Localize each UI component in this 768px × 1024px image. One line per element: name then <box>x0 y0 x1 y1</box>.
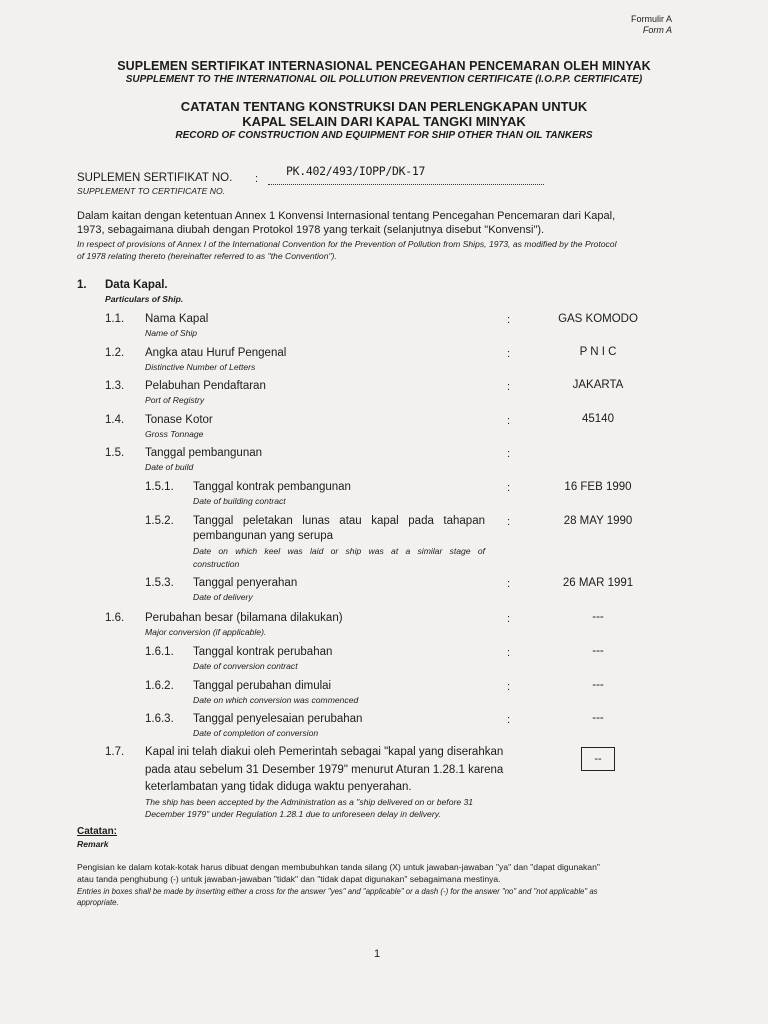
section1-title-en: Particulars of Ship. <box>105 294 184 304</box>
item-1-7-label-line3: keterlambatan yang tidak diduga waktu penyerahan. <box>145 781 412 793</box>
item-1-5-3-label: Tanggal penyerahan <box>193 577 298 589</box>
item-1-5-sub: Date of build <box>145 462 194 472</box>
item-1-5-1-sub: Date of building contract <box>193 496 286 506</box>
item-1-5-2-number: 1.5.2. <box>145 515 174 527</box>
item-1-7-number: 1.7. <box>105 746 125 758</box>
port-of-registry-value: JAKARTA <box>572 379 624 391</box>
item-1-5-1-label: Tanggal kontrak pembangunan <box>193 481 351 493</box>
item-1-6-3-colon: : <box>507 714 511 726</box>
intro-en-line2: of 1978 relating thereto (hereinafter referred to as "the Convention"). <box>77 251 337 261</box>
item-1-2-number: 1.2. <box>105 347 125 359</box>
item-1-6-1-sub: Date of conversion contract <box>193 661 298 671</box>
item-1-7-label-line1: Kapal ini telah diakui oleh Pemerintah sebagai "kapal yang diserahkan <box>145 746 504 758</box>
form-label <box>631 14 672 36</box>
item-1-5-2-sub-line2: construction <box>193 559 240 569</box>
item-1-6-label: Perubahan besar (bilamana dilakukan) <box>145 612 343 624</box>
item-1-6-number: 1.6. <box>105 612 125 624</box>
item-1-7-label-line2: pada atau sebelum 31 Desember 1979" menurut Aturan 1.28.1 karena <box>145 764 504 776</box>
conversion-completed-value: --- <box>592 712 604 724</box>
item-1-2-label: Angka atau Huruf Pengenal <box>145 347 287 359</box>
item-1-5-2-sub-line1: Date on which keel was laid or ship was at a similar stage of <box>193 546 485 556</box>
item-1-6-3-number: 1.6.3. <box>145 713 174 725</box>
item-1-2-colon: : <box>507 348 511 360</box>
form-label-id: Formulir A <box>630 14 672 24</box>
item-1-6-1-colon: : <box>507 647 511 659</box>
distinctive-letters-value: P N I C <box>579 346 617 358</box>
item-1-5-colon: : <box>507 448 511 460</box>
subtitle-id-line2: KAPAL SELAIN DARI KAPAL TANGKI MINYAK <box>242 114 526 129</box>
item-1-2-sub: Distinctive Number of Letters <box>145 362 256 372</box>
item-1-1-number: 1.1. <box>105 313 125 325</box>
remark-en-line1: Entries in boxes shall be made by inserting either a cross for the answer "yes" and "applicable" or a dash (-) for the answer "no" and "not applicable" as <box>77 887 598 896</box>
certificate-label-en: SUPPLEMENT TO CERTIFICATE NO. <box>77 186 226 196</box>
remark-en-line2: appropriate. <box>77 898 119 907</box>
form-label-en: Form A <box>642 25 672 35</box>
title-id: SUPLEMEN SERTIFIKAT INTERNASIONAL PENCEGAHAN PENCEMARAN OLEH MINYAK <box>117 59 651 73</box>
certificate-number: PK.402/493/IOPP/DK-17 <box>286 164 426 178</box>
intro-id-line2: 1973, sebagaimana diubah dengan Protokol 1978 yang terkait (selanjutnya disebut "Konvensi"). <box>77 224 545 236</box>
remark-title-en: Remark <box>77 839 109 849</box>
item-1-6-sub: Major conversion (if applicable). <box>145 627 267 637</box>
item-1-6-3-label: Tanggal penyelesaian perubahan <box>193 713 363 725</box>
item-1-1-sub: Name of Ship <box>145 328 198 338</box>
item-1-3-number: 1.3. <box>105 380 125 392</box>
item-1-6-2-colon: : <box>507 681 511 693</box>
item-1-5-3-number: 1.5.3. <box>145 577 174 589</box>
certificate-label: SUPLEMEN SERTIFIKAT NO. <box>77 172 233 184</box>
item-1-5-2-label-line2: pembangunan yang serupa <box>193 530 334 542</box>
item-1-5-3-colon: : <box>507 578 511 590</box>
remark-id-line1: Pengisian ke dalam kotak-kotak harus dibuat dengan membubuhkan tanda silang (X) untuk jawaban-jawaban "ya" dan "dapat digunakan" <box>77 862 600 872</box>
item-1-5-2-colon: : <box>507 516 511 528</box>
item-1-3-sub: Port of Registry <box>145 395 205 405</box>
item-1-5-2-label-line1: Tanggal peletakan lunas atau kapal pada tahapan <box>193 515 485 527</box>
conversion-commenced-value: --- <box>592 679 604 691</box>
conversion-contract-date-value: --- <box>592 645 604 657</box>
subtitle-en: RECORD OF CONSTRUCTION AND EQUIPMENT FOR SHIP OTHER THAN OIL TANKERS <box>175 130 593 141</box>
section1-title: Data Kapal. <box>105 279 168 291</box>
item-1-4-label: Tonase Kotor <box>145 414 213 426</box>
item-1-6-1-label: Tanggal kontrak perubahan <box>193 646 333 658</box>
gross-tonnage-value: 45140 <box>582 413 614 425</box>
item-1-6-2-sub: Date on which conversion was commenced <box>193 695 359 705</box>
item-1-3-label: Pelabuhan Pendaftaran <box>145 380 266 392</box>
item-1-5-3-sub: Date of delivery <box>193 592 253 602</box>
intro-en-line1: In respect of provisions of Annex I of the International Convention for the Prevention of Pollution from Ships, 1973, as modified by the Protocol <box>77 239 617 249</box>
keel-laid-date-value: 28 MAY 1990 <box>563 515 633 527</box>
subtitle-id-line1: CATATAN TENTANG KONSTRUKSI DAN PERLENGKAPAN UNTUK <box>180 99 588 114</box>
major-conversion-value: --- <box>592 611 604 623</box>
intro-id-line1: Dalam kaitan dengan ketentuan Annex 1 Konvensi Internasional tentang Pencegahan Pencemaran dari Kapal, <box>77 210 616 222</box>
certificate-number-field <box>268 164 544 185</box>
item-1-1-colon: : <box>507 314 511 326</box>
item-1-6-2-number: 1.6.2. <box>145 680 174 692</box>
item-1-5-label: Tanggal pembangunan <box>145 447 263 459</box>
building-contract-date-value: 16 FEB 1990 <box>564 481 632 493</box>
title-en: SUPPLEMENT TO THE INTERNATIONAL OIL POLLUTION PREVENTION CERTIFICATE (I.O.P.P. CERTIFICATE) <box>125 74 643 85</box>
item-1-1-label: Nama Kapal <box>145 313 209 325</box>
delivered-before-1979-checkbox[interactable]: -- <box>581 747 615 771</box>
section1-number: 1. <box>77 279 87 291</box>
item-1-4-colon: : <box>507 415 511 427</box>
item-1-3-colon: : <box>507 381 511 393</box>
delivery-date-value: 26 MAR 1991 <box>562 577 634 589</box>
item-1-7-sub-line2: December 1979" under Regulation 1.28.1 due to unforeseen delay in delivery. <box>145 809 441 819</box>
item-1-4-number: 1.4. <box>105 414 125 426</box>
remark-title: Catatan: <box>77 826 118 837</box>
page-number: 1 <box>374 948 381 960</box>
item-1-5-1-colon: : <box>507 482 511 494</box>
remark-id-line2: atau tanda penghubung (-) untuk jawaban-jawaban "tidak" dan "tidak dapat digunakan" sebagaimana mestinya. <box>77 874 501 884</box>
item-1-7-sub-line1: The ship has been accepted by the Administration as a "ship delivered on or before 31 <box>145 797 474 807</box>
ship-name-value: GAS KOMODO <box>558 313 638 325</box>
certificate-colon: : <box>255 173 259 185</box>
item-1-5-1-number: 1.5.1. <box>145 481 174 493</box>
item-1-4-sub: Gross Tonnage <box>145 429 204 439</box>
item-1-5-number: 1.5. <box>105 447 125 459</box>
item-1-6-colon: : <box>507 613 511 625</box>
item-1-6-3-sub: Date of completion of conversion <box>193 728 319 738</box>
item-1-6-2-label: Tanggal perubahan dimulai <box>193 680 332 692</box>
item-1-6-1-number: 1.6.1. <box>145 646 174 658</box>
